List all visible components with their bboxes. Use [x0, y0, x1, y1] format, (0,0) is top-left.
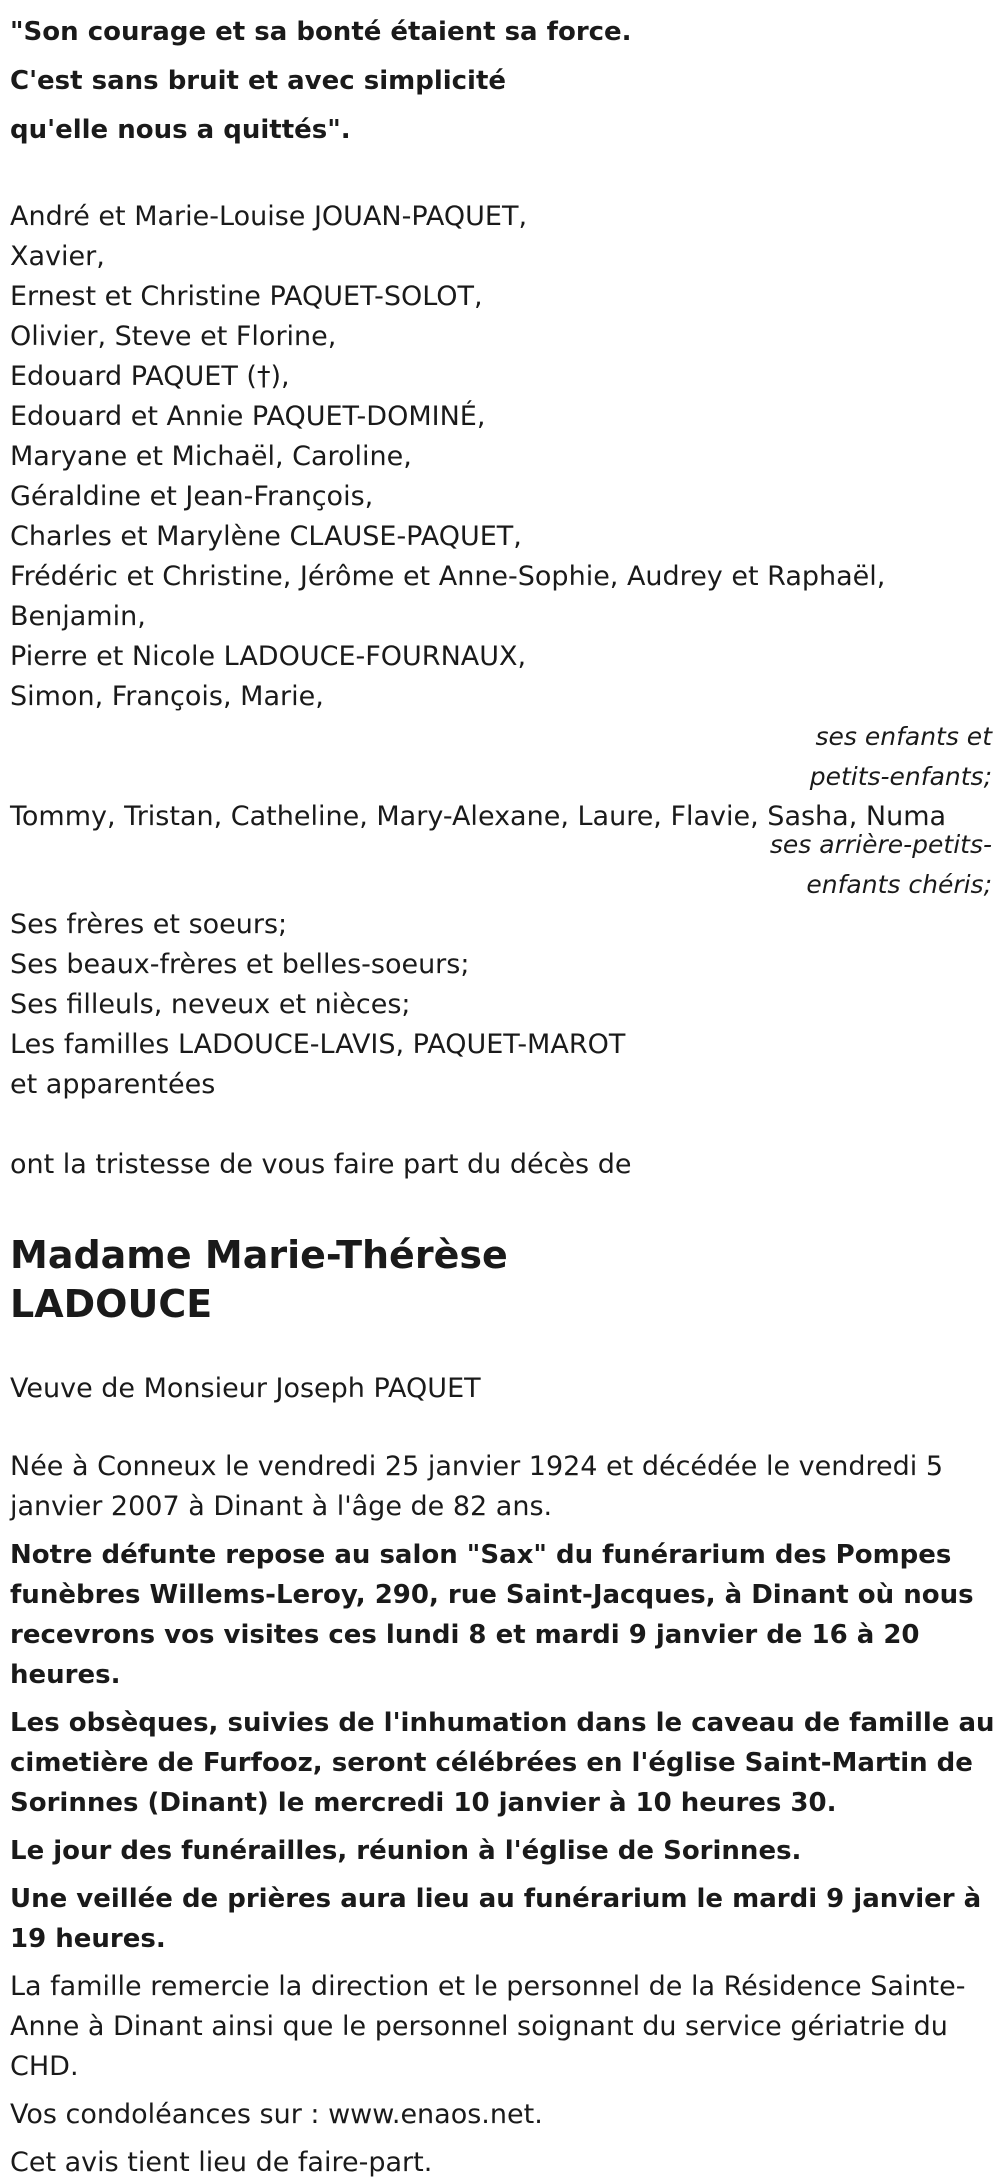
great-grandchildren-role-label: ses arrière-petits- — [769, 830, 992, 859]
quote-line: "Son courage et sa bonté étaient sa force. — [10, 17, 632, 47]
deceased-surname-line: LADOUCE — [10, 1282, 213, 1326]
family-line: André et Marie-Louise JOUAN-PAQUET, — [10, 201, 528, 232]
obituary-notice — [10, 8, 995, 2183]
relatives-line: Ses beaux-frères et belles-soeurs; — [10, 949, 470, 980]
children-role-label: ses enfants et — [815, 722, 992, 751]
family-line: Olivier, Steve et Florine, — [10, 321, 337, 352]
family-line: Maryane et Michaël, Caroline, — [10, 441, 412, 472]
family-line: Simon, François, Marie, — [10, 681, 324, 712]
relatives-line: Ses filleuls, neveux et nièces; — [10, 989, 411, 1020]
deceased-name-line: Madame Marie-Thérèse — [10, 1233, 508, 1277]
great-grandchildren-line: Tommy, Tristan, Catheline, Mary-Alexane, Laure, Flavie, Sasha, Numa — [10, 801, 947, 832]
viewing-details: Notre défunte repose au salon "Sax" du funérarium des Pompes funèbres Willems-Leroy, 290, rue Saint-Jacques, à Dinant où nous recevrons vos visites ces lundi 8 et mardi 9 janvier de 16 à 20 heures. — [10, 1540, 974, 1690]
thanks-text: La famille remercie la direction et le personnel de la Résidence Sainte-Anne à Dinant ainsi que le personnel soignant du service gériatrie du CHD. — [10, 1971, 966, 2082]
quote-line: C'est sans bruit et avec simplicité — [10, 66, 507, 96]
relatives-line: et apparentées — [10, 1069, 216, 1100]
birth-death-text: Née à Conneux le vendredi 25 janvier 1924 et décédée le vendredi 5 janvier 2007 à Dinant à l'âge de 82 ans. — [10, 1451, 944, 1522]
notice-text: Cet avis tient lieu de faire-part. — [10, 2147, 433, 2178]
family-list — [10, 197, 992, 1105]
widow-of-text: Veuve de Monsieur Joseph PAQUET — [10, 1373, 481, 1404]
announcement-text: ont la tristesse de vous faire part du décès de — [10, 1149, 632, 1180]
family-line: Edouard PAQUET (†), — [10, 361, 290, 392]
vigil-details: Une veillée de prières aura lieu au funérarium le mardi 9 janvier à 19 heures. — [10, 1884, 982, 1954]
condolences-text: Vos condoléances sur : www.enaos.net. — [10, 2099, 543, 2130]
family-line: Edouard et Annie PAQUET-DOMINÉ, — [10, 401, 486, 432]
relatives-line: Ses frères et soeurs; — [10, 909, 288, 940]
epitaph-quote — [10, 8, 992, 155]
family-line: Charles et Marylène CLAUSE-PAQUET, — [10, 521, 522, 552]
family-line: Frédéric et Christine, Jérôme et Anne-Sophie, Audrey et Raphaël, — [10, 561, 886, 592]
great-grandchildren-role-label: enfants chéris; — [806, 870, 992, 899]
relatives-line: Les familles LADOUCE-LAVIS, PAQUET-MAROT — [10, 1029, 626, 1060]
family-line: Xavier, — [10, 241, 105, 272]
family-line: Pierre et Nicole LADOUCE-FOURNAUX, — [10, 641, 527, 672]
family-line: Géraldine et Jean-François, — [10, 481, 374, 512]
quote-line: qu'elle nous a quittés". — [10, 115, 351, 145]
deceased-name — [10, 1231, 992, 1329]
funeral-details: Les obsèques, suivies de l'inhumation dans le caveau de famille au cimetière de Furfooz, seront célébrées en l'église Saint-Martin de Sorinnes (Dinant) le mercredi 10 janvier à 10 heures 30. — [10, 1708, 995, 1818]
family-line: Benjamin, — [10, 601, 146, 632]
meeting-details: Le jour des funérailles, réunion à l'église de Sorinnes. — [10, 1836, 802, 1866]
family-line: Ernest et Christine PAQUET-SOLOT, — [10, 281, 483, 312]
children-role-label: petits-enfants; — [809, 762, 992, 791]
